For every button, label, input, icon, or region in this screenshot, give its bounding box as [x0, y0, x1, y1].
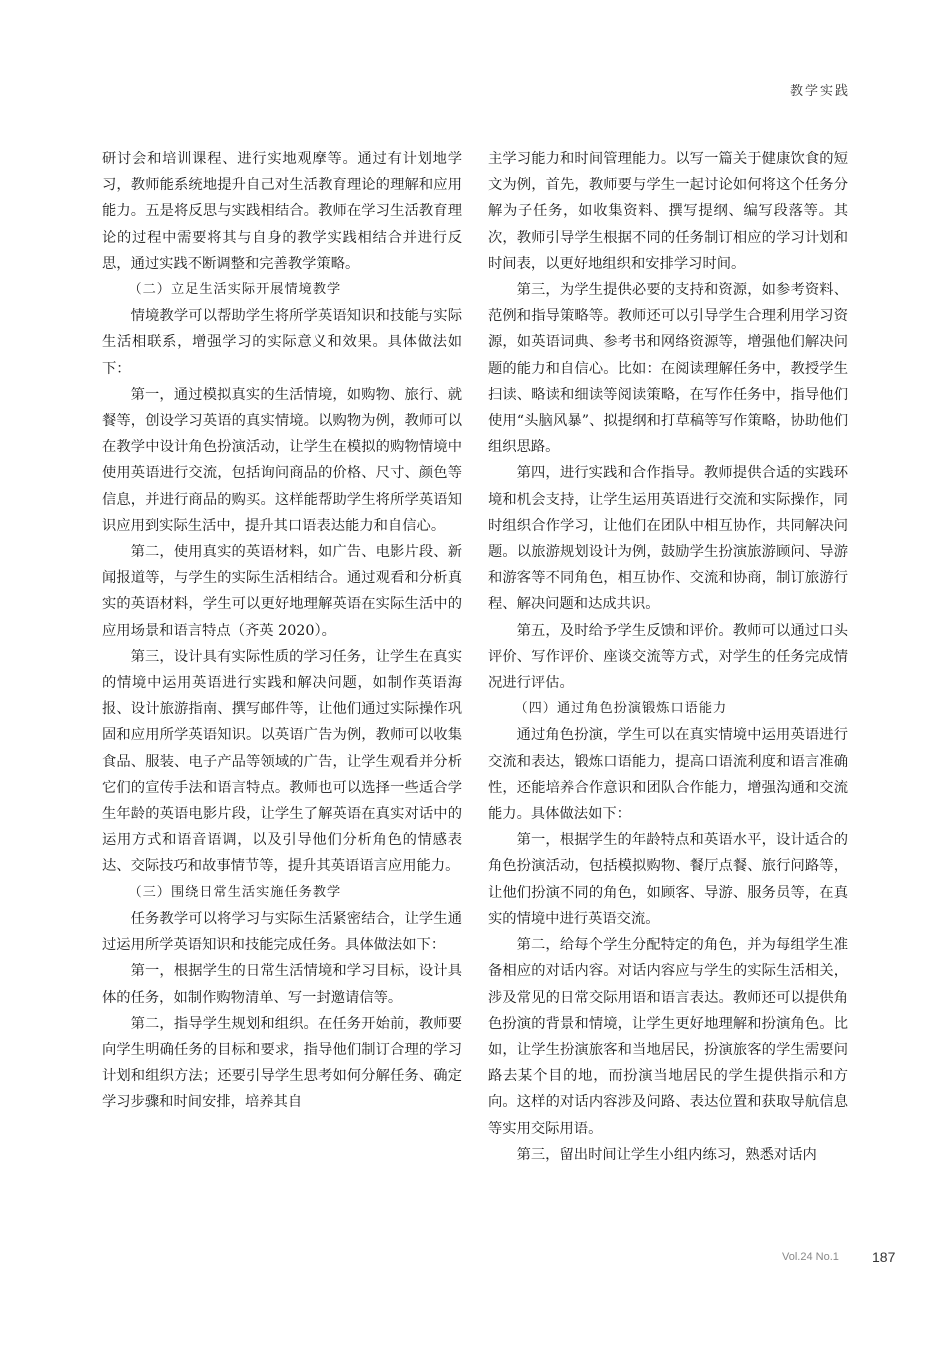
right-column	[488, 146, 848, 1168]
paragraph: 第五，及时给予学生反馈和评价。教师可以通过口头评价、写作评价、座谈交流等方式，对学生的任务完成情况进行评估。	[488, 622, 848, 692]
subheading: （四）通过角色扮演锻炼口语能力	[514, 701, 728, 717]
paragraph: 第二，指导学生规划和组织。在任务开始前，教师要向学生明确任务的目标和要求，指导他们制订合理的学习计划和组织方法；还要引导学生思考如何分解任务、确定学习步骤和时间安排，培养其自	[102, 1015, 462, 1111]
paragraph: 研讨会和培训课程、进行实地观摩等。通过有计划地学习，教师能系统地提升自己对生活教育理论的理解和应用能力。五是将反思与实践相结合。教师在学习生活教育理论的过程中需要将其与自身的教学实践相结合并进行反思，通过实践不断调整和完善教学策略。	[102, 151, 462, 272]
subheading: （二）立足生活实际开展情境教学	[128, 282, 342, 298]
left-column	[102, 146, 462, 1116]
paragraph: 第三，为学生提供必要的支持和资源，如参考资料、范例和指导策略等。教师还可以引导学生合理利用学习资源，如英语词典、参考书和网络资源等，增强他们解决问题的能力和自信心。比如：在阅读理解任务中，教授学生扫读、略读和细读等阅读策略，在写作任务中，指导他们使用“头脑风暴”、拟提纲和打草稿等写作策略，协助他们组织思路。	[488, 282, 848, 456]
paragraph: 第一，通过模拟真实的生活情境，如购物、旅行、就餐等，创设学习英语的真实情境。以购物为例，教师可以在教学中设计角色扮演活动，让学生在模拟的购物情境中使用英语进行交流，包括询问商品的价格、尺寸、颜色等信息，并进行商品的购买。这样能帮助学生将所学英语知识应用到实际生活中，提升其口语表达能力和自信心。	[102, 386, 462, 534]
paragraph: 第一，根据学生的日常生活情境和学习目标，设计具体的任务，如制作购物清单、写一封邀请信等。	[102, 963, 462, 1006]
section-label: 教学实践	[789, 84, 850, 99]
paragraph: 主学习能力和时间管理能力。以写一篇关于健康饮食的短文为例，首先，教师要与学生一起讨论如何将这个任务分解为子任务，如收集资料、撰写提纲、编写段落等。其次，教师引导学生根据不同的任务制订相应的学习计划和时间表，以更好地组织和安排学习时间。	[488, 151, 848, 272]
paragraph: 第四，进行实践和合作指导。教师提供合适的实践环境和机会支持，让学生运用英语进行交流和实际操作，同时组织合作学习，让他们在团队中相互协作，共同解决问题。以旅游规划设计为例，鼓励学生扮演旅游顾问、导游和游客等不同角色，相互协作、交流和协商，制订旅游行程、解决问题和达成共识。	[488, 465, 848, 613]
paragraph: 情境教学可以帮助学生将所学英语知识和技能与实际生活相联系，增强学习的实际意义和效果。具体做法如下：	[102, 308, 462, 377]
paragraph: 第二，给每个学生分配特定的角色，并为每组学生准备相应的对话内容。对话内容应与学生的实际生活相关，涉及常见的日常交际用语和语言表达。教师还可以提供角色扮演的背景和情境，让学生更好地理解和扮演角色。比如，让学生扮演旅客和当地居民，扮演旅客的学生需要问路去某个目的地，而扮演当地居民的学生提供指示和方向。这样的对话内容涉及问路、表达位置和获取导航信息等实用交际用语。	[488, 937, 848, 1137]
page-number: 187	[872, 1249, 896, 1265]
paragraph: 第二，使用真实的英语材料，如广告、电影片段、新闻报道等，与学生的实际生活相结合。通过观看和分析真实的英语材料，学生可以更好地理解英语在实际生活中的应用场景和语言特点（齐英 2020）。	[102, 544, 462, 639]
journal-volume: Vol.24 No.1	[782, 1251, 839, 1263]
paragraph: 第三，设计具有实际性质的学习任务，让学生在真实的情境中运用英语进行实践和解决问题，如制作英语海报、设计旅游指南、撰写邮件等，让他们通过实际操作巩固和应用所学英语知识。以英语广告为例，教师可以收集食品、服装、电子产品等领域的广告，让学生观看并分析它们的宣传手法和语言特点。教师也可以选择一些适合学生年龄的英语电影片段，让学生了解英语在真实对话中的运用方式和语音语调，以及引导他们分析角色的情感表达、交际技巧和故事情节等，提升其英语语言应用能力。	[102, 648, 462, 875]
paragraph: 第一，根据学生的年龄特点和英语水平，设计适合的角色扮演活动，包括模拟购物、餐厅点餐、旅行问路等，让他们扮演不同的角色，如顾客、导游、服务员等，在真实的情境中进行英语交流。	[488, 832, 848, 927]
paragraph: 任务教学可以将学习与实际生活紧密结合，让学生通过运用所学英语知识和技能完成任务。具体做法如下：	[102, 910, 462, 954]
paragraph: 通过角色扮演，学生可以在真实情境中运用英语进行交流和表达，锻炼口语能力，提高口语流利度和语言准确性，还能培养合作意识和团队合作能力，增强沟通和交流能力。具体做法如下：	[488, 727, 848, 823]
paragraph: 第三，留出时间让学生小组内练习，熟悉对话内	[516, 1146, 817, 1163]
subheading: （三）围绕日常生活实施任务教学	[128, 884, 342, 900]
